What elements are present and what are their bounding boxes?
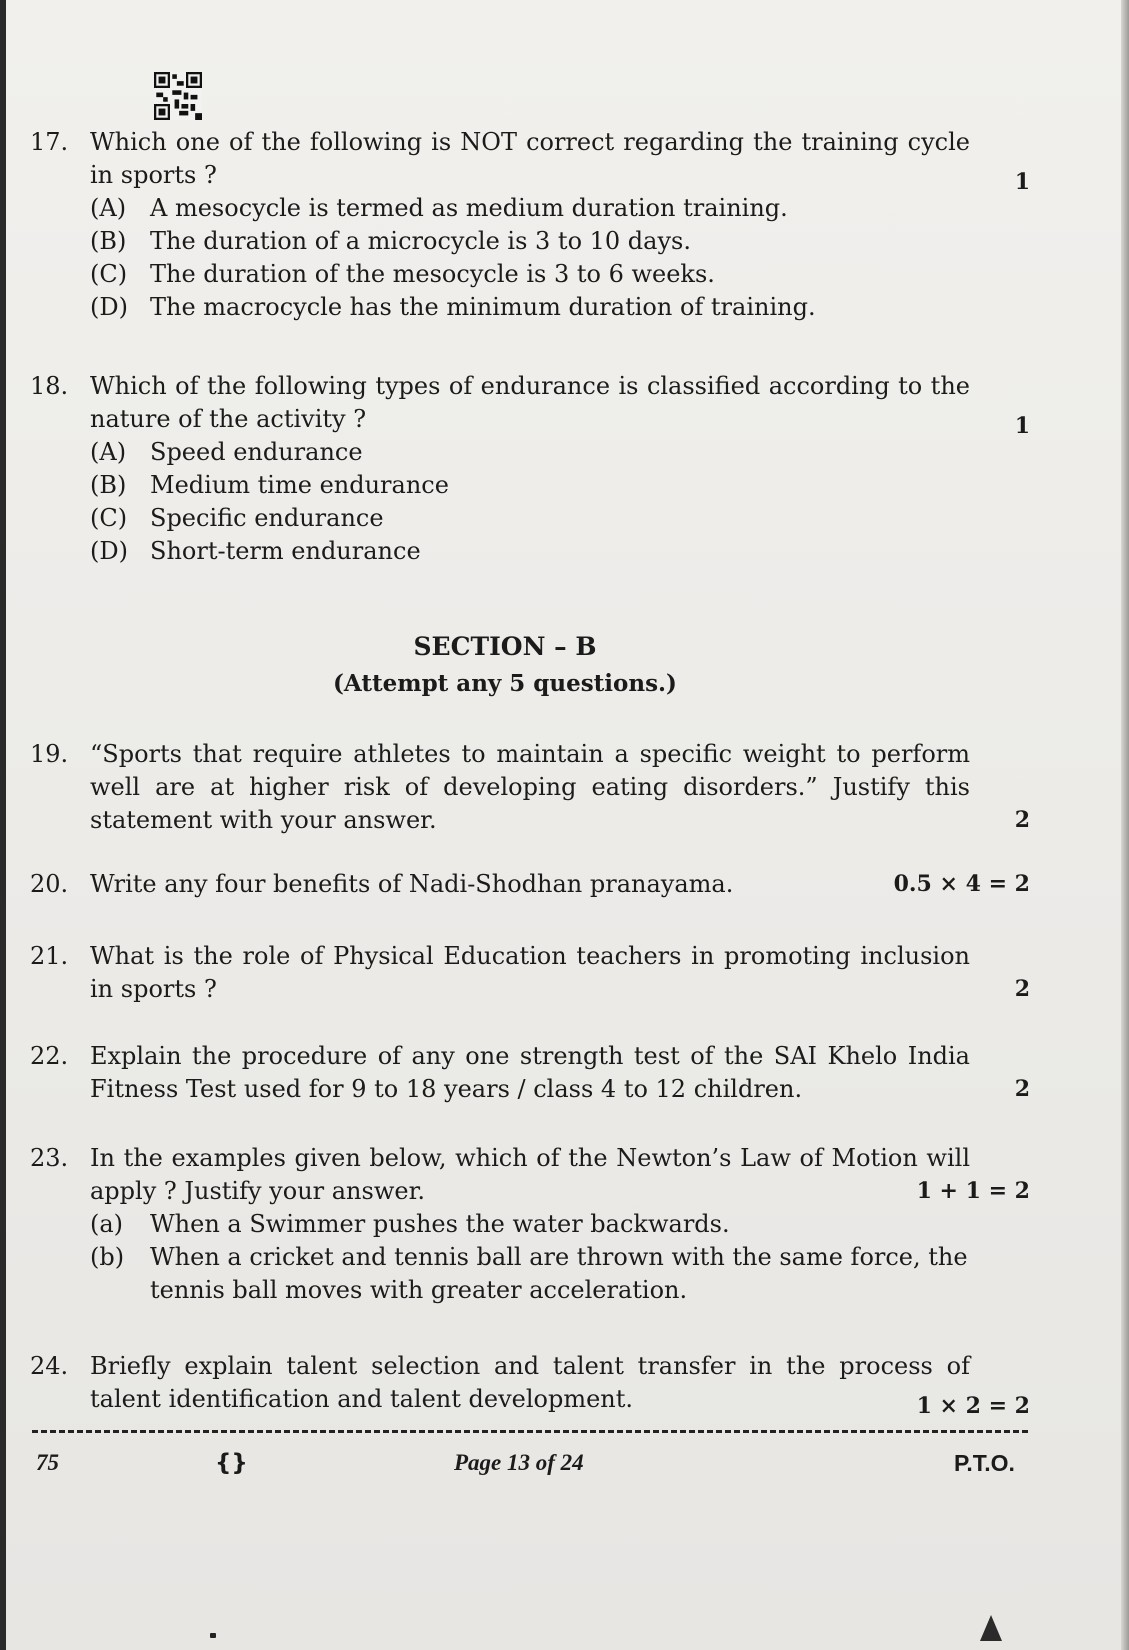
option-a: (A) A mesocycle is termed as medium duration training. (90, 194, 788, 222)
question-marks: 2 (1014, 807, 1030, 833)
qr-code-icon (154, 72, 202, 120)
question-text: Which of the following types of endurance is classified according to the nature of the activity ? (90, 372, 970, 433)
page-number: Page 13 of 24 (454, 1450, 584, 1475)
option-d: (D) Short-term endurance (90, 537, 421, 565)
question-text: Write any four benefits of Nadi-Shodhan pranayama. (90, 870, 734, 898)
question-19 (30, 738, 1030, 837)
question-marks: 1 × 2 = 2 (916, 1393, 1030, 1419)
question-marks: 0.5 × 4 = 2 (893, 871, 1030, 897)
question-22 (30, 1040, 1030, 1106)
question-marks: 1 + 1 = 2 (916, 1178, 1030, 1204)
question-number: 21. (30, 942, 69, 970)
question-text: Explain the procedure of any one strength test of the SAI Khelo India Fitness Test used for 9 to 18 years / class 4 to 12 children. (90, 1042, 970, 1103)
question-23 (30, 1142, 1030, 1307)
question-20 (30, 868, 1030, 901)
question-marks: 1 (1014, 169, 1030, 195)
paper-code: 75 (36, 1450, 59, 1475)
question-marks: 2 (1014, 976, 1030, 1002)
please-turn-over: P.T.O. (954, 1450, 1015, 1476)
scan-speck (210, 1633, 216, 1638)
question-number: 24. (30, 1352, 69, 1380)
option-d: (D) The macrocycle has the minimum duration of training. (90, 293, 816, 321)
question-number: 22. (30, 1042, 69, 1070)
option-b: (B) Medium time endurance (90, 471, 449, 499)
option-b: (B) The duration of a microcycle is 3 to 10 days. (90, 227, 691, 255)
question-number: 17. (30, 128, 69, 156)
page-edge-shadow (0, 0, 6, 1650)
page-edge-shadow-right (1121, 0, 1129, 1650)
question-18 (30, 370, 1030, 568)
option-b: (b) When a cricket and tennis ball are thrown with the same force, the tennis ball moves with greater acceleration. (90, 1243, 968, 1304)
question-text: What is the role of Physical Education teachers in promoting inclusion in sports ? (90, 942, 970, 1003)
question-24 (30, 1350, 1030, 1419)
question-number: 18. (30, 372, 69, 400)
option-a: (a) When a Swimmer pushes the water backwards. (90, 1210, 730, 1238)
question-17 (30, 126, 1030, 324)
set-braces: {} (215, 1450, 248, 1476)
section-subtitle: (Attempt any 5 questions.) (333, 670, 677, 697)
question-text: Which one of the following is NOT correct regarding the training cycle in sports ? (90, 128, 970, 189)
option-c: (C) Specific endurance (90, 504, 384, 532)
question-number: 23. (30, 1144, 69, 1172)
corner-fold-mark (980, 1615, 1002, 1641)
question-text: Briefly explain talent selection and talent transfer in the process of talent identification and talent development. (90, 1352, 970, 1413)
section-title: SECTION – B (413, 632, 597, 661)
option-a: (A) Speed endurance (90, 438, 363, 466)
question-text: “Sports that require athletes to maintain a specific weight to perform well are at higher risk of developing eating disorders.” Justify this statement with your answer. (90, 740, 970, 834)
question-number: 19. (30, 740, 69, 768)
question-text: In the examples given below, which of the Newton’s Law of Motion will apply ? Justify your answer. (90, 1144, 970, 1205)
question-marks: 1 (1014, 413, 1030, 439)
question-21 (30, 940, 1030, 1006)
question-marks: 2 (1014, 1076, 1030, 1102)
footer-divider (32, 1430, 1028, 1433)
question-number: 20. (30, 870, 69, 898)
option-c: (C) The duration of the mesocycle is 3 to 6 weeks. (90, 260, 715, 288)
